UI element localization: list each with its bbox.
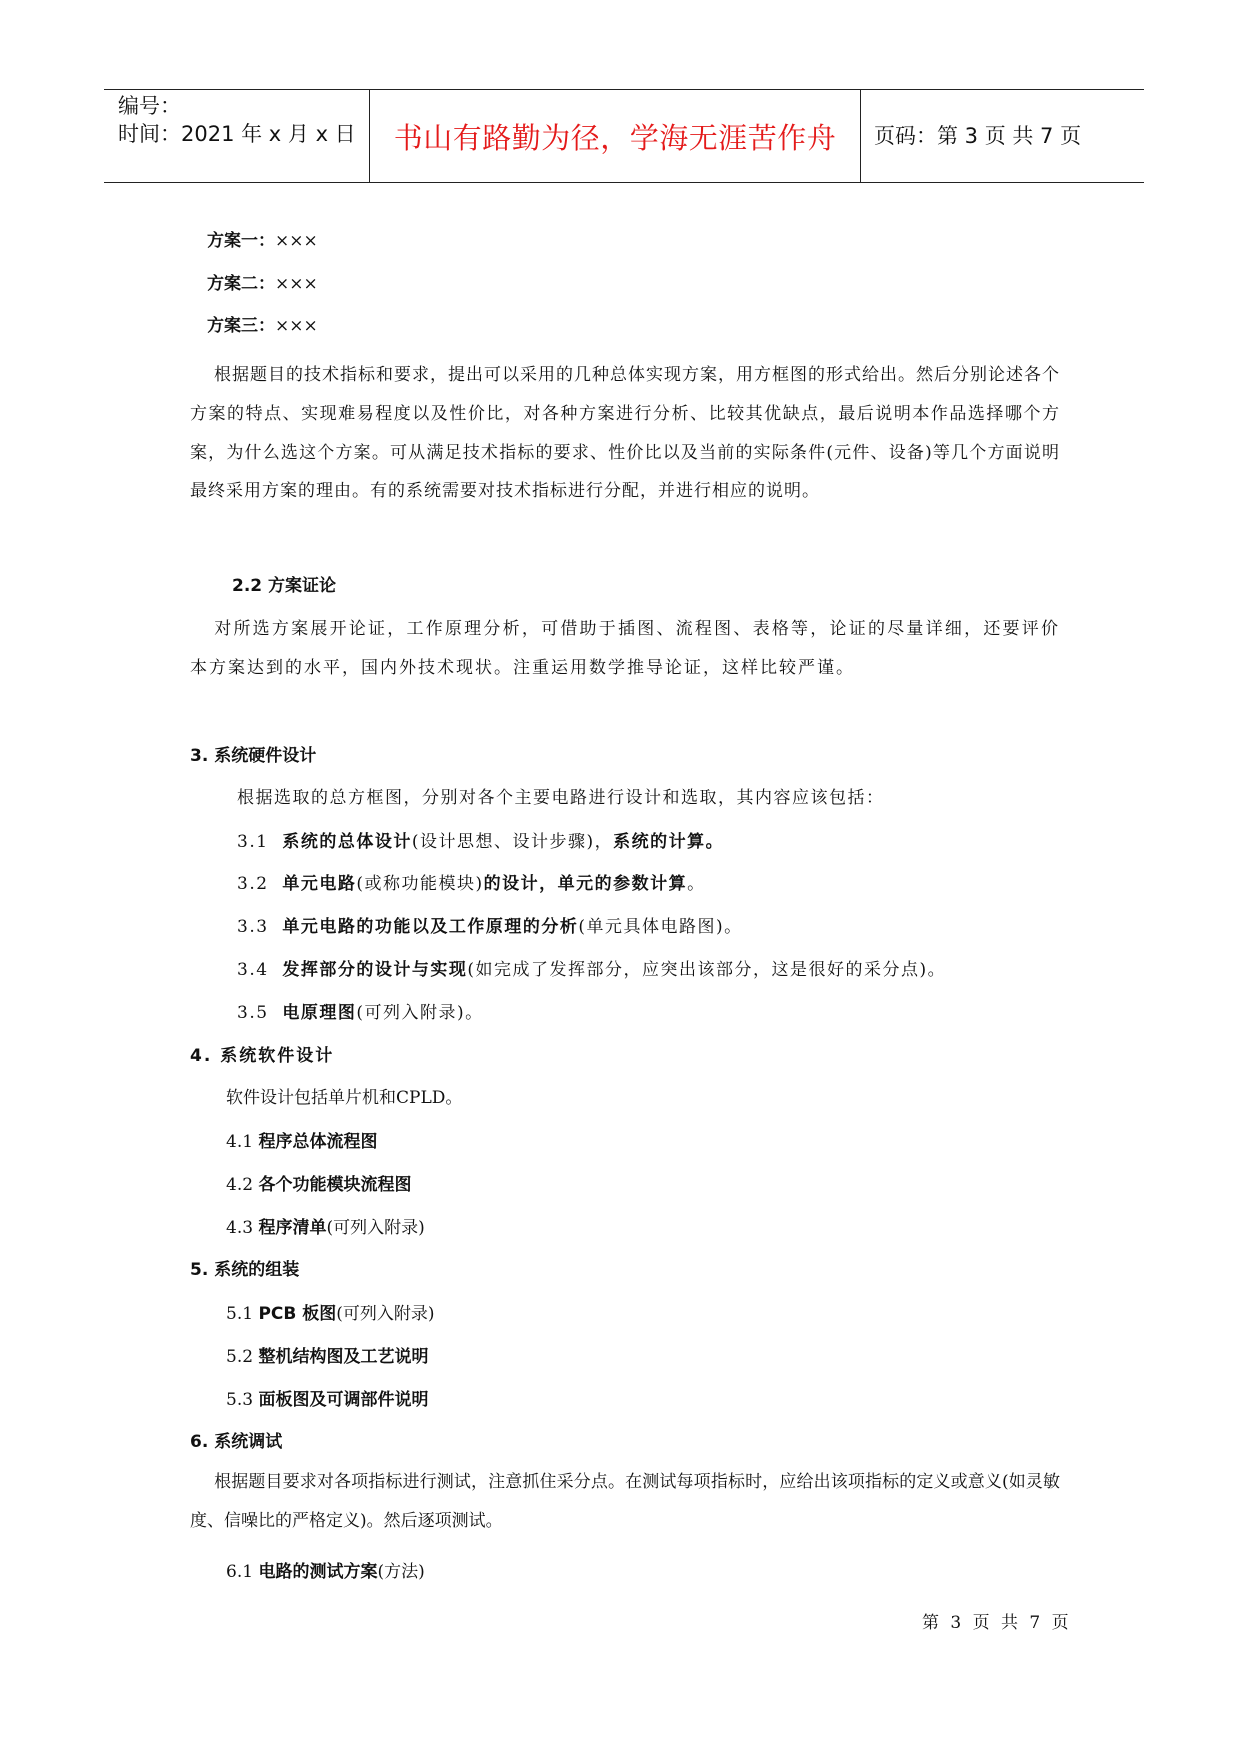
section-intro: 软件设计包括单片机和CPLD。 [226, 1088, 463, 1108]
list-item: 5.1 PCB 板图(可列入附录) [226, 1304, 435, 1324]
section-paragraph: 对所选方案展开论证，工作原理分析，可借助于插图、流程图、表格等，论证的尽量详细，还要评价本方案达到的水平，国内外技术现状。注重运用数学推导论证，这样比较严谨。 [190, 619, 1060, 678]
scheme-line: 方案二：××× [207, 274, 318, 294]
header-motto: 书山有路勤为径，学海无涯苦作舟 [393, 121, 837, 155]
page-footer: 第 3 页 共 7 页 [922, 1613, 1072, 1633]
list-item: 3.5 电原理图(可列入附录)。 [237, 1003, 484, 1023]
scheme-line: 方案三：××× [207, 316, 318, 336]
header-divider [860, 90, 861, 182]
header-number: 编号： [118, 94, 181, 118]
list-item: 3.4 发挥部分的设计与实现(如完成了发挥部分，应突出该部分，这是很好的采分点)。 [237, 960, 947, 980]
section-heading: 4. 系统软件设计 [190, 1046, 335, 1066]
header-time: 时间：2021 年 x 月 x 日 [118, 122, 356, 146]
list-item: 3.2 单元电路(或称功能模块)的设计，单元的参数计算。 [237, 874, 706, 894]
list-item: 3.1 系统的总体设计(设计思想、设计步骤)，系统的计算。 [237, 832, 725, 852]
list-item: 4.2 各个功能模块流程图 [226, 1175, 412, 1195]
scheme-line: 方案一：××× [207, 231, 318, 251]
list-item: 5.2 整机结构图及工艺说明 [226, 1347, 429, 1367]
section-heading: 3. 系统硬件设计 [190, 746, 317, 766]
header-meta [118, 92, 368, 148]
overall-paragraph: 根据题目的技术指标和要求，提出可以采用的几种总体实现方案，用方框图的形式给出。然后分别论述各个方案的特点、实现难易程度以及性价比，对各种方案进行分析、比较其优缺点，最后说明本作品选择哪个方案，为什么选这个方案。可从满足技术指标的要求、性价比以及当前的实际条件(元件、设备)等几个方面说明最终采用方案的理由。有的系统需要对技术指标进行分配，并进行相应的说明。 [190, 365, 1060, 502]
section-heading: 5. 系统的组装 [190, 1260, 300, 1280]
section-intro: 根据选取的总方框图，分别对各个主要电路进行设计和选取，其内容应该包括： [237, 788, 885, 808]
section-heading: 2.2 方案证论 [232, 576, 337, 596]
list-item: 3.3 单元电路的功能以及工作原理的分析(单元具体电路图)。 [237, 917, 743, 937]
list-item: 4.1 程序总体流程图 [226, 1132, 378, 1152]
list-item: 4.3 程序清单(可列入附录) [226, 1218, 425, 1238]
list-item: 5.3 面板图及可调部件说明 [226, 1390, 429, 1410]
header-page-number: 页码：第 3 页 共 7 页 [874, 124, 1082, 148]
section-heading: 6. 系统调试 [190, 1432, 283, 1452]
page-header [104, 89, 1144, 183]
section-paragraph: 根据题目要求对各项指标进行测试，注意抓住采分点。在测试每项指标时，应给出该项指标的定义或意义(如灵敏度、信噪比的严格定义)。然后逐项测试。 [190, 1472, 1060, 1531]
list-item: 6.1 电路的测试方案(方法) [226, 1562, 425, 1582]
